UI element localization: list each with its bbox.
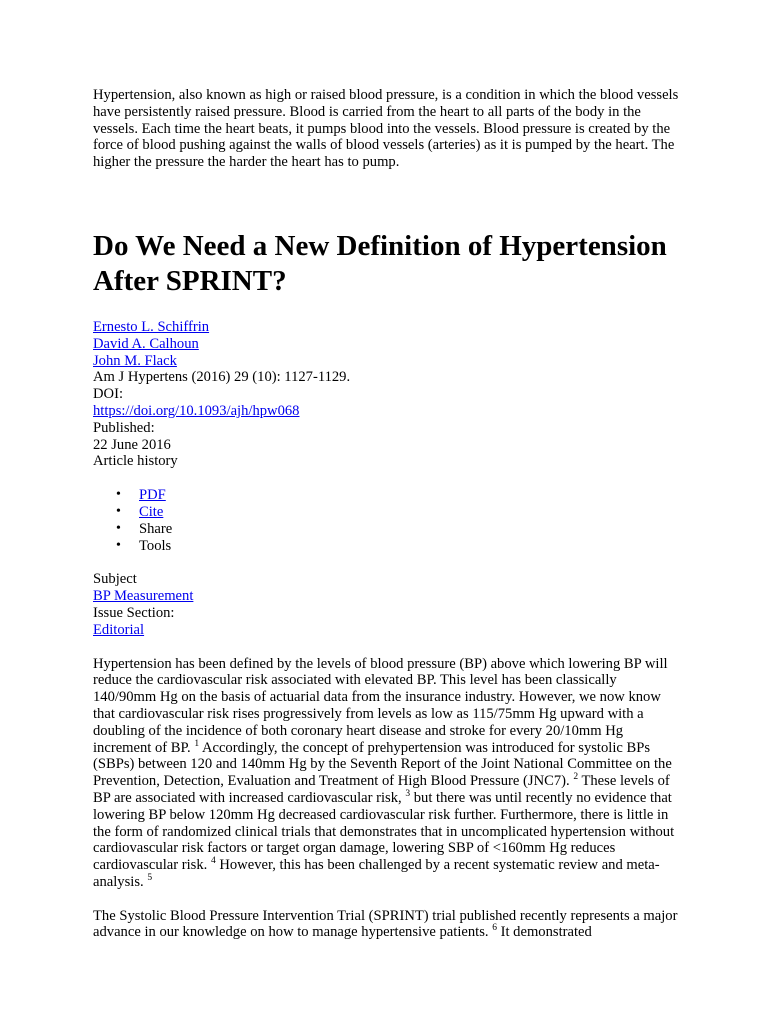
article-actions-list [93,487,683,554]
article-meta [93,319,683,470]
share-item: Share [139,520,173,537]
author-link-calhoun[interactable]: David A. Calhoun [93,335,199,352]
body-text: However, this has been challenged by a recent systematic review and meta-analysis. [93,857,660,890]
article-title: Do We Need a New Definition of Hypertension After SPRINT? [93,229,667,297]
body-text: The Systolic Blood Pressure Intervention Trial (SPRINT) trial published recently represents a major advance in our knowledge on how to manage hypertensive patients. [93,907,678,941]
published-date: 22 June 2016 [93,436,171,453]
author-link-flack[interactable]: John M. Flack [93,352,177,369]
reference-6: 6 [492,923,497,934]
doi-link[interactable]: https://doi.org/10.1093/ajh/hpw068 [93,402,300,419]
body-text: Hypertension has been defined by the levels of blood pressure (BP) above which lowering BP will reduce the cardiovascular risk associated with elevated BP. This level has been classically 140/90mm Hg on the basis of actuarial data from the insurance industry. However, we now know that cardiovascular risk rises progressively from levels as low as 115/75mm Hg upward with a doubling of the incidence of both coronary heart disease and stroke for every 20/10mm Hg increment of BP. [93,655,668,756]
body-text: but there was until recently no evidence that lowering BP below 120mm Hg decreased cardiovascular risk further. Furthermore, there is little in the form of randomized clinical trials that demonstrates that in uncomplicated hypertension without cardiovascular risk factors or target organ damage, lowering SBP of <160mm Hg reduces cardiovascular risk. [93,789,675,874]
reference-2: 2 [573,772,579,783]
body-text: Accordingly, the concept of prehypertension was introduced for systolic BPs (SBPs) between 120 and 140mm Hg by the Seventh Report of the Joint National Committee on the Prevention, Detection, Evaluation and Treatment of High Blood Pressure (JNC7). [93,739,672,790]
reference-4: 4 [210,856,216,867]
list-item [116,521,683,538]
list-item [116,538,683,555]
article-history: Article history [93,453,178,470]
body-text: These levels of BP are associated with increased cardiovascular risk, [93,773,670,806]
tools-item: Tools [139,537,172,554]
cite-link[interactable]: Cite [139,503,164,520]
body-paragraph-2 [93,908,683,942]
issue-section-label: Issue Section: [93,604,175,621]
issue-section-link[interactable]: Editorial [93,621,145,638]
reference-1: 1 [194,738,200,749]
citation: Am J Hypertens (2016) 29 (10): 1127-1129. [93,369,351,386]
intro-paragraph: Hypertension, also known as high or raised blood pressure, is a condition in which the blood vessels have persistently raised pressure. Blood is carried from the heart to all parts of the body in the vessels. Each time the heart beats, it pumps blood into the vessels. Blood pressure is created by the force of blood pushing against the walls of blood vessels (arteries) as it is pumped by the heart. The higher the pressure the harder the heart has to pump. [93,87,679,171]
pdf-link[interactable]: PDF [139,487,166,504]
subject-label: Subject [93,571,137,588]
author-link-schiffrin[interactable]: Ernesto L. Schiffrin [93,318,210,335]
subject-block [93,571,683,638]
reference-5: 5 [147,873,153,884]
body-text: It demonstrated [500,924,592,941]
published-label: Published: [93,419,155,436]
reference-3: 3 [405,789,411,800]
body-paragraph-1 [93,656,683,891]
list-item [116,504,683,521]
subject-link[interactable]: BP Measurement [93,588,194,605]
doi-label: DOI: [93,386,123,403]
list-item [116,487,683,504]
